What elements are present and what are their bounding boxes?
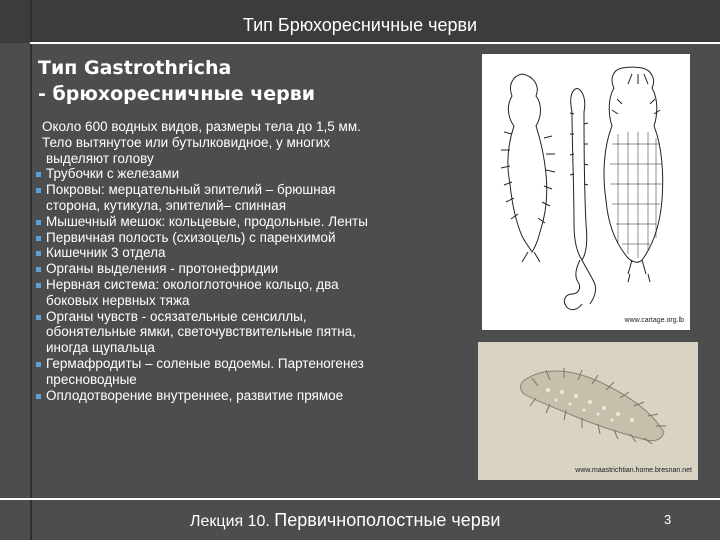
square-bullet-icon [36,188,41,193]
gastrotrich-drawings [482,54,690,330]
bullet-text: Мышечный мешок: кольцевые, продольные. Ленты [46,213,368,229]
footer-title: Первичнополостные черви [274,510,501,530]
bullet-item [36,277,456,309]
bullet-item [36,214,456,230]
square-bullet-icon [36,251,41,256]
gastrotrich-photo [478,342,698,480]
bullet-item [36,356,456,388]
slide-title [38,55,458,107]
footer-divider [0,498,720,500]
bullet-item [36,388,456,404]
bullet-text: Кишечник 3 отдела [46,245,166,261]
slide-header-title: Тип Брюхоресничные черви [242,15,478,35]
header-divider [30,42,720,44]
intro-line: выделяют голову [46,150,154,166]
slide-body [36,119,456,403]
square-bullet-icon [36,315,41,320]
bullet-text: Органы чувств - осязательные сенсиллы, [46,308,307,324]
intro-text [42,119,456,166]
footer-prefix: Лекция 10. [190,513,275,530]
bullet-item [36,182,456,214]
bullet-text: иногда щупальца [46,340,155,356]
bullet-text: Гермафродиты – соленые водоемы. Партеногенез [46,355,364,371]
left-stripe [30,0,32,540]
slide-title-line1: Тип Gastrothricha [38,57,232,79]
gastrotrich-drawing-illustration [482,54,690,330]
bullet-item [36,245,456,261]
footer-lecture-title [190,510,500,531]
bullet-text: Первичная полость (схизоцель) с паренхимой [46,229,336,245]
bullet-text: Оплодотворение внутреннее, развитие прямое [46,387,344,403]
bullet-item [36,309,456,356]
photo-source-caption: www.maastrichtian.home.bresnan.net [575,467,692,474]
bullet-text: пресноводные [46,371,137,387]
drawing-source-caption: www.cartage.org.lb [624,317,684,324]
square-bullet-icon [36,236,41,241]
square-bullet-icon [36,394,41,399]
square-bullet-icon [36,267,41,272]
bullet-text: Трубочки с железами [46,166,180,182]
bullet-text: сторона, кутикула, эпителий– спинная [46,197,287,213]
intro-line: Тело вытянутое или бутылковидное, у многих [42,134,330,150]
square-bullet-icon [36,283,41,288]
bullet-text: обонятельные ямки, светочувствительные пятна, [46,324,356,340]
intro-line: Около 600 водных видов, размеры тела до 1,5 мм. [42,119,361,134]
bullet-text: Покровы: мерцательный эпителий – брюшная [46,182,336,198]
bullet-text: боковых нервных тяжа [46,292,190,308]
page-number: 3 [664,512,672,527]
square-bullet-icon [36,362,41,367]
square-bullet-icon [36,220,41,225]
bullet-text: Нервная система: окологлоточное кольцо, два [46,276,339,292]
slide-title-line2: - брюхоресничные черви [38,83,316,105]
bullet-item [36,261,456,277]
bullet-text: Органы выделения - протонефридии [46,261,279,277]
gastrotrich-photo-illustration [478,342,698,480]
square-bullet-icon [36,172,41,177]
bullet-item [36,166,456,182]
bullet-item [36,230,456,246]
